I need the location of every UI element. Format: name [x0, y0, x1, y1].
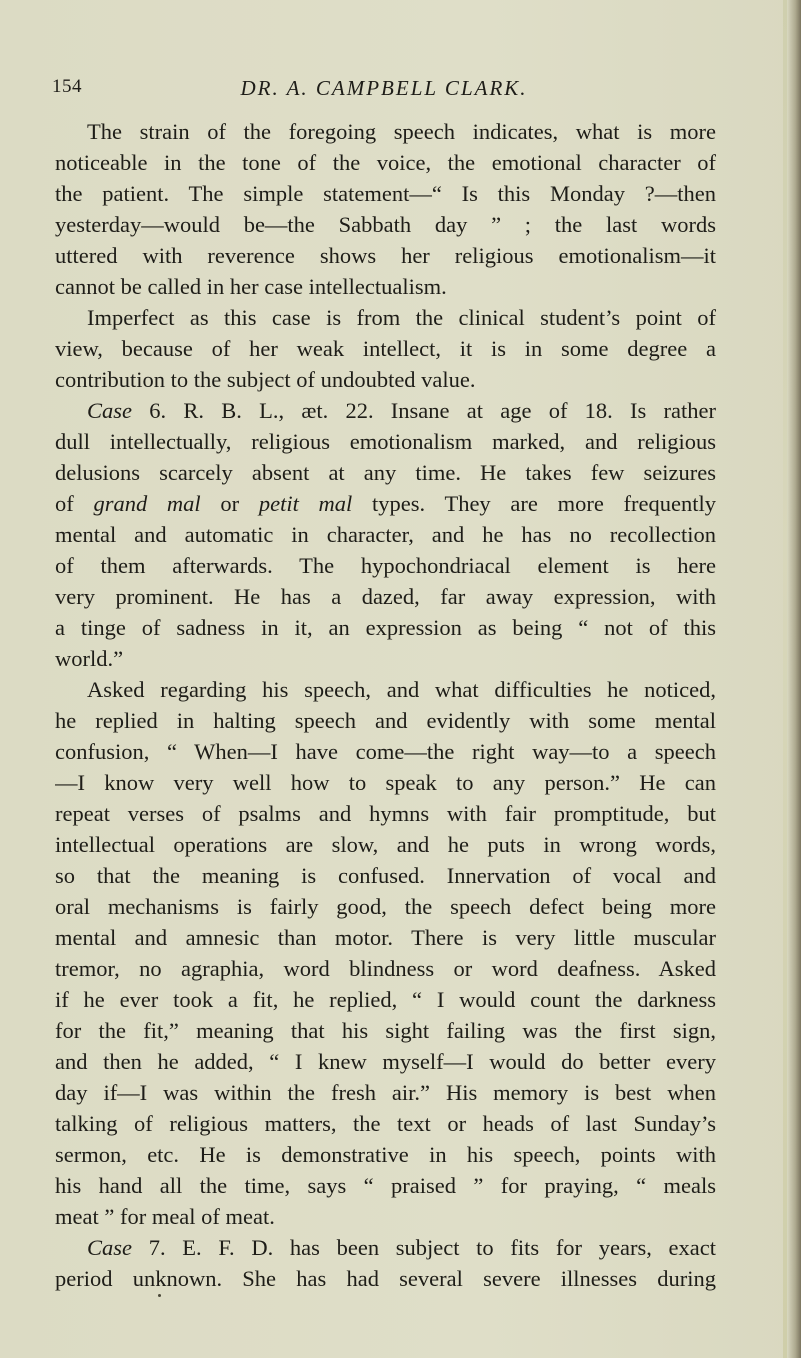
text-line: Imperfect as this case is from the clinical student’s point of [87, 305, 716, 330]
text-line: the patient. The simple statement—“ Is this Monday ?—then [55, 181, 716, 206]
text-line: very prominent. He has a dazed, far away expression, with [55, 584, 716, 609]
text-line: Case 7. E. F. D. has been subject to fits for years, exact [87, 1235, 716, 1260]
text-line: of grand mal or petit mal types. They are more frequently [55, 491, 716, 516]
text-line: sermon, etc. He is demonstrative in his speech, points with [55, 1142, 716, 1167]
case-label: Case [87, 1235, 132, 1260]
running-head: DR. A. CAMPBELL CLARK. [240, 76, 528, 100]
text-line: —I know very well how to speak to any person.” He can [55, 770, 716, 795]
text-line: mental and automatic in character, and he has no recollection [55, 522, 716, 547]
case-label: Case [87, 398, 132, 423]
text-line: Asked regarding his speech, and what difficulties he noticed, [87, 677, 716, 702]
text-line: intellectual operations are slow, and he puts in wrong words, [55, 832, 716, 857]
text-line: if he ever took a fit, he replied, “ I would count the darkness [55, 987, 716, 1012]
text-line: dull intellectually, religious emotionalism marked, and religious [55, 429, 716, 454]
text-line: confusion, “ When—I have come—the right way—to a speech [55, 739, 716, 764]
text-line: and then he added, “ I knew myself—I would do better every [55, 1049, 716, 1074]
text-line: talking of religious matters, the text or heads of last Sunday’s [55, 1111, 716, 1136]
binding-shadow [787, 0, 801, 1358]
text-line: Case 6. R. B. L., æt. 22. Insane at age of 18. Is rather [87, 398, 716, 423]
print-speck [158, 1294, 161, 1297]
text-line: The strain of the foregoing speech indicates, what is more [87, 119, 716, 144]
text-line: mental and amnesic than motor. There is very little muscular [55, 925, 716, 950]
text-line: cannot be called in her case intellectualism. [55, 274, 447, 299]
term-petit-mal: petit mal [258, 491, 353, 516]
text-line: a tinge of sadness in it, an expression as being “ not of this [55, 615, 716, 640]
text-line: of them afterwards. The hypochondriacal element is here [55, 553, 716, 578]
text-line: noticeable in the tone of the voice, the emotional character of [55, 150, 716, 175]
text-line: tremor, no agraphia, word blindness or word deafness. Asked [55, 956, 716, 981]
text-line: delusions scarcely absent at any time. He takes few seizures [55, 460, 716, 485]
text-line: his hand all the time, says “ praised ” for praying, “ meals [55, 1173, 716, 1198]
page-header [52, 76, 716, 106]
text-line: for the fit,” meaning that his sight failing was the first sign, [55, 1018, 716, 1043]
text-line: yesterday—would be—the Sabbath day ” ; the last words [55, 212, 716, 237]
term-grand-mal: grand mal [93, 491, 201, 516]
text-line: repeat verses of psalms and hymns with fair promptitude, but [55, 801, 716, 826]
text-line: meat ” for meal of meat. [55, 1204, 275, 1229]
text-line: world.” [55, 646, 124, 671]
page-number: 154 [52, 76, 82, 97]
text-line: contribution to the subject of undoubted value. [55, 367, 476, 392]
text-line: view, because of her weak intellect, it is in some degree a [55, 336, 716, 361]
text-line: day if—I was within the fresh air.” His memory is best when [55, 1080, 716, 1105]
text-line: he replied in halting speech and evidently with some mental [55, 708, 716, 733]
text-line: oral mechanisms is fairly good, the speech defect being more [55, 894, 716, 919]
text-line: so that the meaning is confused. Innervation of vocal and [55, 863, 716, 888]
text-line: uttered with reverence shows her religious emotionalism—it [55, 243, 716, 268]
text-line: period unknown. She has had several severe illnesses during [55, 1266, 716, 1291]
